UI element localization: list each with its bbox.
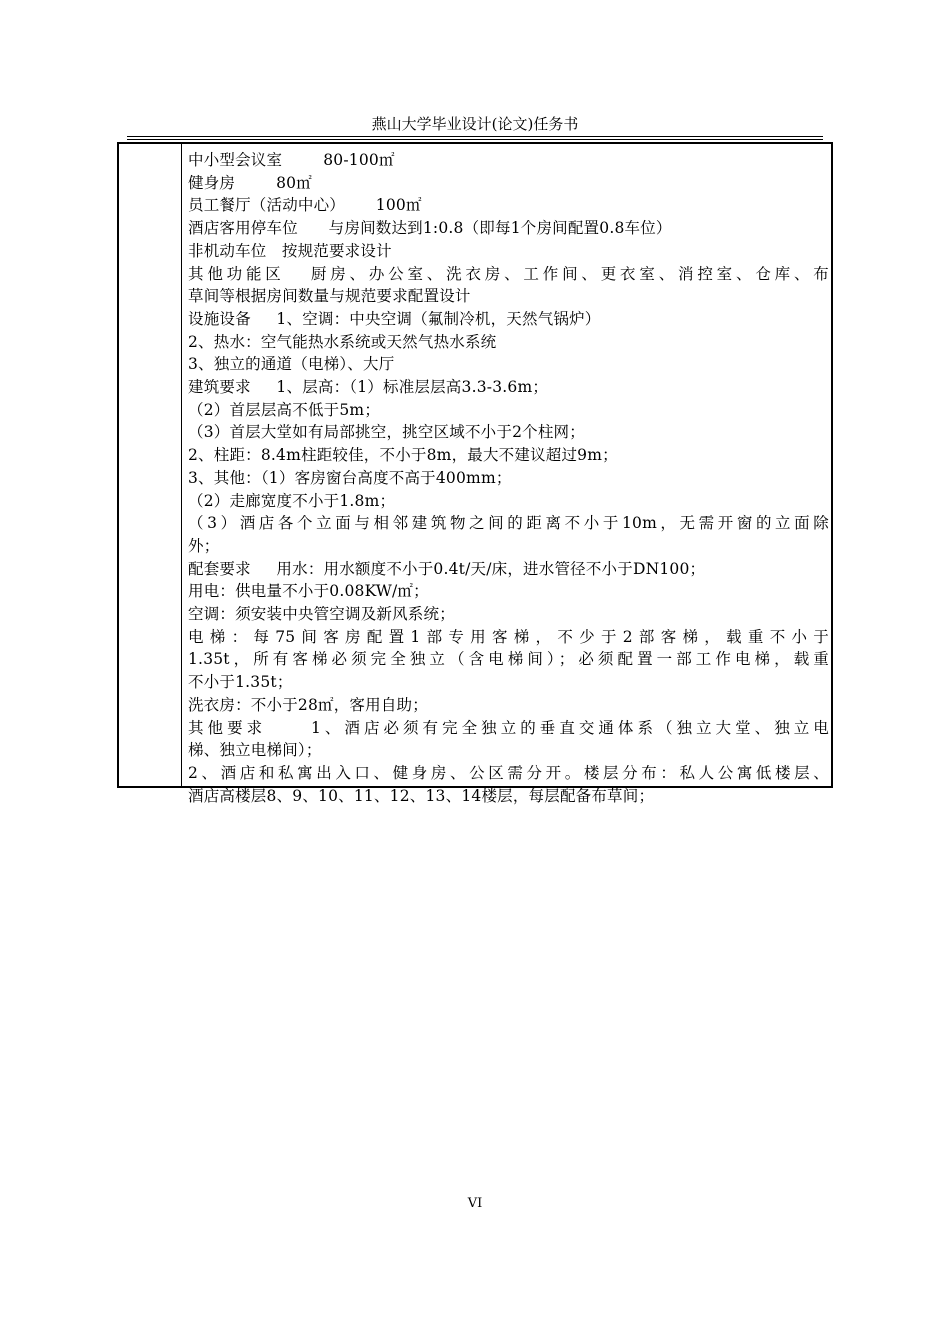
content-line: 其他功能区 厨房、办公室、洗衣房、工作间、更衣室、消控室、仓库、布 [188,264,829,283]
content-line: 3、其他：（1）客房窗台高度不高于400mm； [188,468,512,487]
content-line: 酒店客用停车位 与房间数达到1:0.8（即每1个房间配置0.8车位） [188,219,672,238]
content-line: （3）首层大堂如有局部挑空，挑空区域不小于2个柱网； [188,423,585,442]
task-content [188,149,829,807]
content-line: 建筑要求 1、层高：（1）标准层层高3.3-3.6m； [188,378,549,397]
content-line: 其他要求 1、酒店必须有完全独立的垂直交通体系（独立大堂、独立电 [188,718,829,737]
document-header-title: 燕山大学毕业设计(论文)任务书 [371,115,579,133]
content-line: 非机动车位 按规范要求设计 [188,241,392,260]
content-line: 2、柱距：8.4m柱距较佳，不小于8m，最大不建议超过9m； [188,446,618,465]
content-line: 洗衣房：不小于28㎡，客用自助； [188,695,428,714]
content-line: 中小型会议室 80-100㎡ [188,151,395,169]
content-line: 草间等根据房间数量与规范要求配置设计 [188,287,471,306]
content-line: 2、热水：空气能热水系统或天然气热水系统 [188,332,497,351]
content-line: 不小于1.35t； [188,673,293,692]
content-line: 员工餐厅（活动中心） 100㎡ [188,196,422,215]
content-line: 配套要求 用水：用水额度不小于0.4t/天/床，进水管径不小于DN100； [188,559,706,578]
content-line: 健身房 80㎡ [188,173,312,192]
content-line: 3、独立的通道（电梯）、大厅 [188,355,395,374]
content-line: 酒店高楼层8、9、10、11、12、13、14楼层，每层配备布草间； [188,786,655,805]
content-line: 1.35t，所有客梯必须完全独立（含电梯间）；必须配置一部工作电梯，载重 [188,650,829,669]
task-table [117,142,833,805]
content-line: （2）首层层高不低于5m； [188,400,381,419]
content-line: （3）酒店各个立面与相邻建筑物之间的距离不小于10m，无需开窗的立面除 [188,514,829,533]
table-left-column [119,144,182,786]
content-line: 设施设备 1、空调：中央空调（氟制冷机，天然气锅炉） [188,309,601,328]
content-line: 外； [188,536,220,555]
header-rule-thin [127,139,823,140]
content-line: 电梯：每75间客房配置1部专用客梯，不少于2部客梯，载重不小于 [188,627,829,646]
content-line: 梯、独立电梯间）； [188,741,322,760]
content-line: 用电：供电量不小于0.08KW/㎡； [188,582,429,601]
content-line: 2、酒店和私寓出入口、健身房、公区需分开。楼层分布：私人公寓低楼层、 [188,763,829,782]
page-number: VI [467,1196,483,1211]
content-line: （2）走廊宽度不小于1.8m； [188,491,396,510]
header-rule [127,136,823,137]
content-line: 空调：须安装中央管空调及新风系统； [188,605,455,624]
